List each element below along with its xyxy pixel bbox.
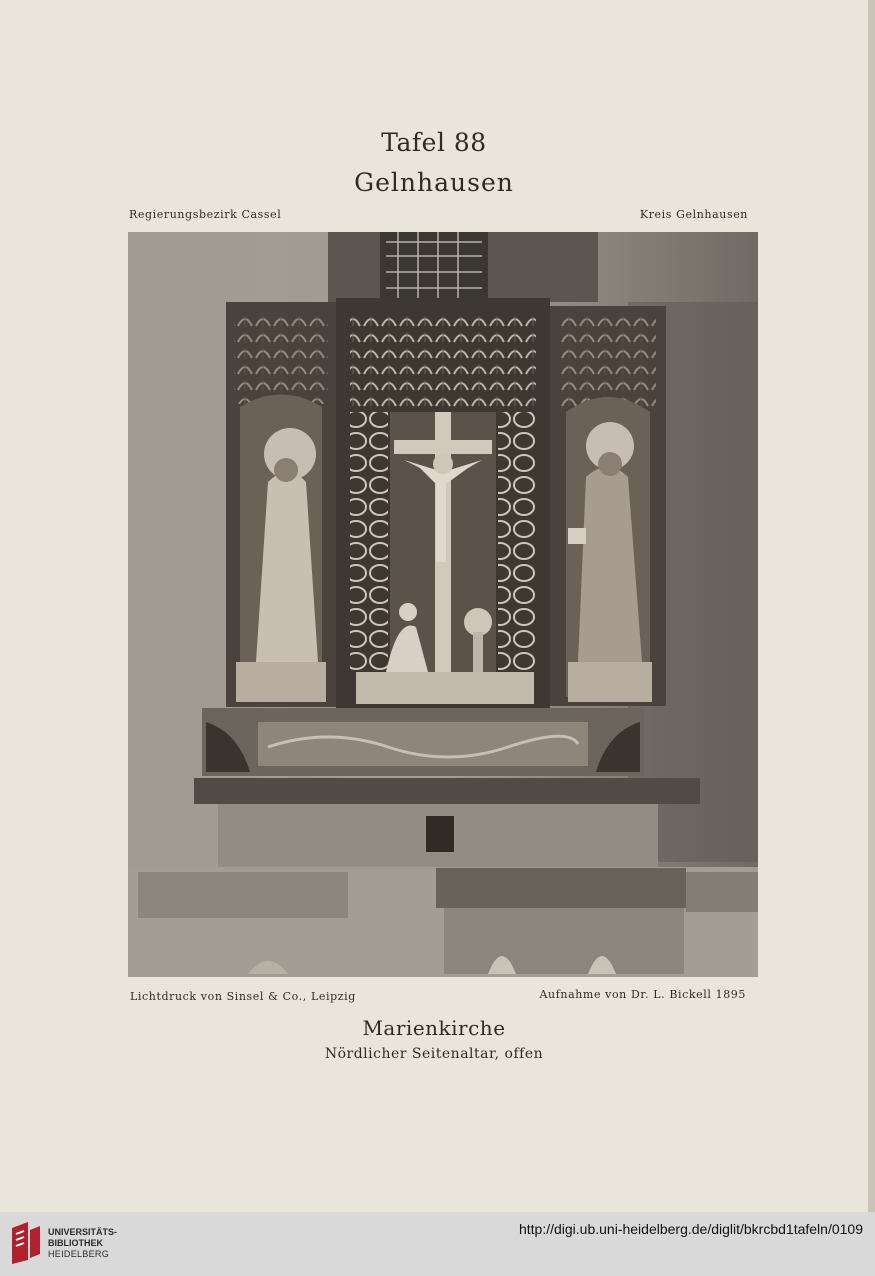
logo-line-2: BIBLIOTHEK — [48, 1238, 103, 1248]
photographer-credit: Aufnahme von Dr. L. Bickell 1895 — [539, 988, 746, 1001]
plate-caption: Nördlicher Seitenaltar, offen — [324, 1046, 544, 1062]
logo-line-1: UNIVERSITÄTS- — [48, 1227, 118, 1237]
plate-number: Tafel 88 — [381, 128, 487, 157]
permalink-url[interactable]: http://digi.ub.uni-heidelberg.de/diglit/bkrcbd1tafeln/0109 — [518, 1221, 863, 1237]
library-logo-icon[interactable] — [8, 1220, 42, 1266]
viewer-footer — [0, 1212, 875, 1276]
logo-line-3: HEIDELBERG — [48, 1249, 110, 1259]
printer-credit: Lichtdruck von Sinsel & Co., Leipzig — [130, 990, 356, 1003]
library-logo-text[interactable] — [48, 1227, 117, 1260]
region-label: Regierungsbezirk Cassel — [129, 208, 282, 221]
district-label: Kreis Gelnhausen — [639, 208, 748, 221]
place-title: Gelnhausen — [354, 168, 514, 197]
altar-image — [128, 232, 758, 977]
church-name: Marienkirche — [362, 1016, 506, 1040]
page-edge — [868, 0, 875, 1212]
altar-photograph — [128, 232, 758, 977]
